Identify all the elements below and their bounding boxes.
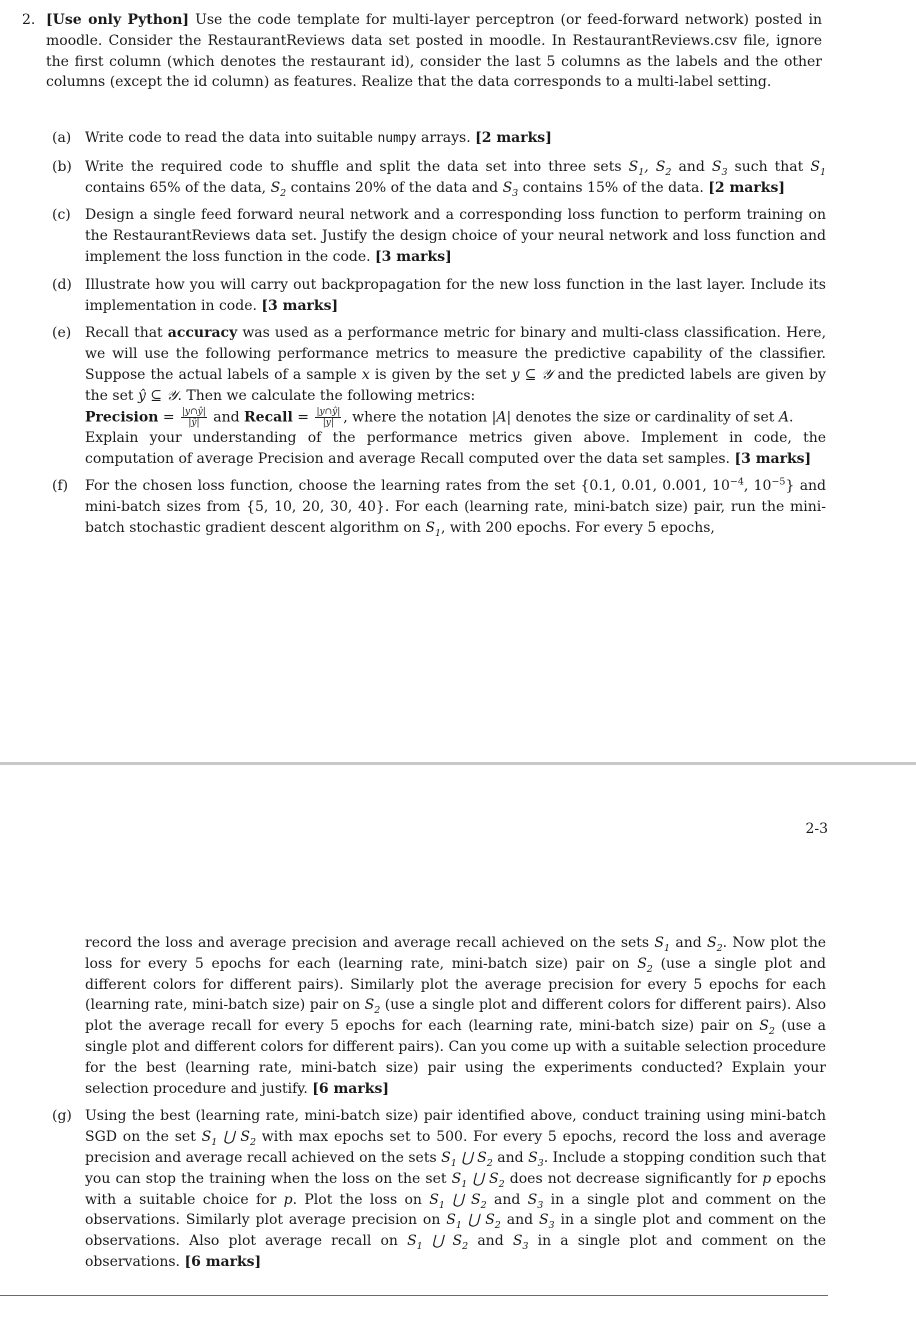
math: $S_2$	[364, 997, 381, 1017]
question-lead: [Use only Python]	[46, 12, 190, 28]
math: $S_2$	[637, 955, 653, 975]
part-text: . Plot the loss on	[292, 1191, 422, 1208]
part-text: in a single plot and comment on the observations. Similarly plot average precision on	[85, 1191, 827, 1229]
part-label: (g)	[52, 1108, 72, 1125]
recall-fraction: $\frac{|y\cap ŷ|}{|y|}$	[316, 406, 341, 428]
footer-rule	[0, 1295, 828, 1296]
part-text: such that	[734, 158, 804, 175]
marks: [3 marks]	[261, 297, 339, 314]
math: $S_3$	[502, 179, 519, 199]
math: |A|	[491, 409, 512, 426]
inline-code: numpy	[377, 131, 417, 146]
math: $S_1$	[654, 935, 671, 954]
math: $S_2$	[759, 1018, 775, 1037]
marks: [2 marks]	[708, 179, 785, 196]
part-a	[52, 128, 826, 150]
part-text: . Now plot the loss for every 5 epochs for each (learning rate, mini-batch size) pair on	[85, 935, 827, 972]
part-label: (a)	[52, 130, 72, 146]
part-text: . Then we calculate the following metrics:	[177, 387, 476, 404]
math: $S_1$ ⋃ $S_2$	[441, 1149, 493, 1169]
bold-term: accuracy	[167, 325, 238, 342]
math: p	[762, 1170, 772, 1187]
part-text: was used as a performance metric for binary and multi-class classification. Here, we will use the following performance metrics to measure the predictive capability of the classifier. Suppose the actual labels of a sample	[85, 325, 827, 383]
math: $S_3$	[528, 1149, 544, 1169]
part-label: (f)	[52, 478, 69, 495]
math: $S_1$	[810, 158, 826, 178]
part-label: (b)	[52, 158, 72, 175]
math: $S_1$	[425, 520, 442, 539]
math: $S_1$ ⋃ $S_2$	[446, 1212, 501, 1232]
part-d	[52, 275, 826, 317]
part-text: Write the required code to shuffle and split the data set into three sets	[85, 158, 622, 175]
math: $S_3$	[527, 1191, 544, 1211]
question-text: Use the code template for multi-layer perceptron (or feed-forward network) posted in moodle. Consider the RestaurantReviews data set posted in moodle. In RestaurantReviews.csv file, ignore the first column (which denotes the restaurant id), consider the last 5 columns as the labels and the other columns (except the id column) as features. Realize that the data corresponds to a multi-label setting.	[46, 12, 822, 91]
part-text: denotes the size or cardinality of set	[515, 409, 775, 426]
part-e: (e) Recall that accuracy was used as a performance metric for binary and multi-class classification. Here, we will use the following performance metrics to measure the predictive capability of the classifier. Suppose the actual labels of a sample x is given by the set y ⊆ 𝒴 and the predicted labels are given by the set ŷ ⊆ 𝒴. Then we calculate the following metrics: Precision = $\frac{|y\cap ŷ|}{|ŷ|}$ and Recall = $\frac{|y\cap ŷ|}{|y|}$ , where the notation |A| denotes the size or cardinality of set A. Explain your understanding of the performance metrics given above. Implement in code, the computation of average Precision and average Recall computed over the data set samples. [3 marks]	[52, 325, 827, 467]
math: ŷ ⊆ 𝒴	[137, 387, 178, 404]
part-b: (b) Write the required code to shuffle and split the data set into three sets $S_1$, $S_2$ and $S_3$ such that $S_1$ contains 65% of the data, $S_2$ contains 20% of the data and $S_3$ contains 15% of the data. [2 marks]	[52, 158, 826, 199]
part-label: (c)	[52, 207, 71, 224]
math: {0.1, 0.01, 0.001, $10^{-4}$, $10^{-5}$}	[580, 476, 795, 495]
part-text: , where the notation	[343, 409, 488, 426]
question-number: 2.	[22, 12, 36, 28]
math: $S_1$ ⋃ $S_2$	[451, 1170, 505, 1190]
part-text: arrays.	[421, 130, 471, 146]
math: $S_3$	[711, 158, 728, 178]
marks: [2 marks]	[475, 130, 552, 146]
precision-label: Precision	[85, 409, 159, 426]
math: $S_2$	[706, 935, 723, 954]
part-text: Explain your understanding of the performance metrics given above. Implement in code, the computation of average Precision and average Recall computed over the data set samples.	[85, 429, 826, 467]
part-c	[52, 205, 826, 267]
math: y ⊆ 𝒴	[511, 366, 553, 383]
marks: [3 marks]	[734, 450, 812, 467]
part-text: Recall that	[85, 325, 163, 342]
part-text: contains 65% of the data,	[85, 179, 267, 196]
math: $S_2$	[270, 179, 287, 199]
part-text: record the loss and average precision and average recall achieved on the sets	[85, 935, 650, 951]
question-2	[22, 10, 822, 93]
marks: [3 marks]	[375, 248, 452, 265]
math: A	[778, 409, 789, 426]
math: $S_3$	[512, 1233, 529, 1252]
part-text: and	[213, 409, 240, 426]
part-text: in a single plot and comment on the observations. Also plot average recall on	[85, 1212, 826, 1250]
math: x	[361, 366, 370, 383]
math: $S_1$ ⋃ $S_2$	[407, 1233, 469, 1252]
part-text: is given by the set	[374, 366, 507, 383]
page-bottom	[0, 765, 916, 1339]
parts-list-continued	[52, 933, 826, 1280]
math: $S_3$	[538, 1212, 555, 1232]
marks: [6 marks]	[184, 1253, 262, 1270]
part-text: (use a single plot and different colors for different pairs). Can you come up with a suitable selection procedure for the best (learning rate, mini-batch size) pair using the experiments conducted? Explain your selection procedure and justify.	[85, 1018, 826, 1097]
part-text: with max epochs set to 500. For every 5 epochs, record the loss and average precision and average recall achieved on the sets	[85, 1129, 826, 1166]
part-text: (use a single plot and different colors for different pairs). Similarly plot the average precision for every 5 epochs for each (learning rate, mini-batch size) pair on	[85, 955, 826, 1014]
part-text: in a single plot and comment on the observations.	[85, 1233, 826, 1270]
math: $S_1$, $S_2$	[628, 158, 672, 178]
marks: [6 marks]	[312, 1080, 389, 1097]
part-text: epochs with a suitable choice for	[85, 1170, 826, 1208]
part-text: For the chosen loss function, choose the learning rates from the set	[85, 478, 576, 495]
part-f	[52, 476, 826, 538]
math: {5, 10, 20, 30, 40}	[246, 499, 385, 516]
part-text: and mini-batch sizes from	[85, 478, 827, 516]
part-text: , with 200 epochs. For every 5 epochs,	[441, 520, 715, 537]
part-text: does not decrease significantly for	[509, 1170, 758, 1187]
math: $S_1$ ⋃ $S_2$	[201, 1129, 256, 1148]
part-text: Design a single feed forward neural network and a corresponding loss function to perform training on the RestaurantReviews data set. Justify the design choice of your neural network and loss function and implement the loss function in the code.	[85, 207, 826, 265]
part-text: contains 20% of the data and	[290, 179, 499, 196]
part-text: Using the best (learning rate, mini-batch size) pair identified above, conduct training using mini-batch SGD on the set	[85, 1108, 826, 1146]
part-text: Write code to read the data into suitable	[85, 130, 373, 146]
part-text: contains 15% of the data.	[522, 179, 704, 196]
precision-fraction: $\frac{|y\cap ŷ|}{|ŷ|}$	[182, 406, 206, 428]
part-g: (g) Using the best (learning rate, mini-batch size) pair identified above, conduct training using mini-batch SGD on the set $S_1$ ⋃ $S_2$ with max epochs set to 500. For every 5 epochs, record the loss and average precision and average recall achieved on the sets $S_1$ ⋃ $S_2$ and $S_3$. Include a stopping condition such that you can stop the training when the loss on the set $S_1$ ⋃ $S_2$ does not decrease significantly for p epochs with a suitable choice for p. Plot the loss on $S_1$ ⋃ $S_2$ and $S_3$ in a single plot and comment on the observations. Similarly plot average precision on $S_1$ ⋃ $S_2$ and $S_3$ in a single plot and comment on the observations. Also plot average recall on $S_1$ ⋃ $S_2$ and $S_3$ in a single plot and comment on the observations. [6 marks]	[52, 1108, 827, 1270]
parts-list	[52, 128, 826, 546]
part-f-continued: record the loss and average precision and average recall achieved on the sets $S_1$ and $S_2$. Now plot the loss for every 5 epochs for each (learning rate, mini-batch size) pair on $S_2$ (use a single plot and different colors for different pairs). Similarly plot the average precision for every 5 epochs for each (learning rate, mini-batch size) pair on $S_2$ (use a single plot and different colors for different pairs). Also plot the average recall for every 5 epochs for each (learning rate, mini-batch size) pair on $S_2$ (use a single plot and different colors for different pairs). Can you come up with a suitable selection procedure for the best (learning rate, mini-batch size) pair using the experiments conducted? Explain your selection procedure and justify. [6 marks]	[85, 935, 827, 1097]
part-text: . For each (learning rate, mini-batch size) pair, run the mini-batch stochastic gradient descent algorithm on	[85, 499, 826, 537]
recall-label: Recall	[244, 409, 293, 426]
page-number: 2-3	[805, 821, 828, 837]
part-label: (d)	[52, 276, 72, 293]
part-text: Illustrate how you will carry out backpropagation for the new loss function in the last layer. Include its implementation in code.	[85, 276, 826, 314]
question-intro	[46, 10, 822, 93]
math: p	[283, 1191, 293, 1208]
part-text: and the predicted labels are given by the set	[85, 366, 826, 404]
math: $S_1$ ⋃ $S_2$	[429, 1191, 487, 1211]
part-label: (e)	[52, 325, 72, 342]
part-text: . Include a stopping condition such that you can stop the training when the loss on the set	[85, 1149, 826, 1187]
part-text: (use a single plot and different colors for different pairs). Also plot the average recall for every 5 epochs for each (learning rate, mini-batch size) pair on	[85, 997, 826, 1035]
